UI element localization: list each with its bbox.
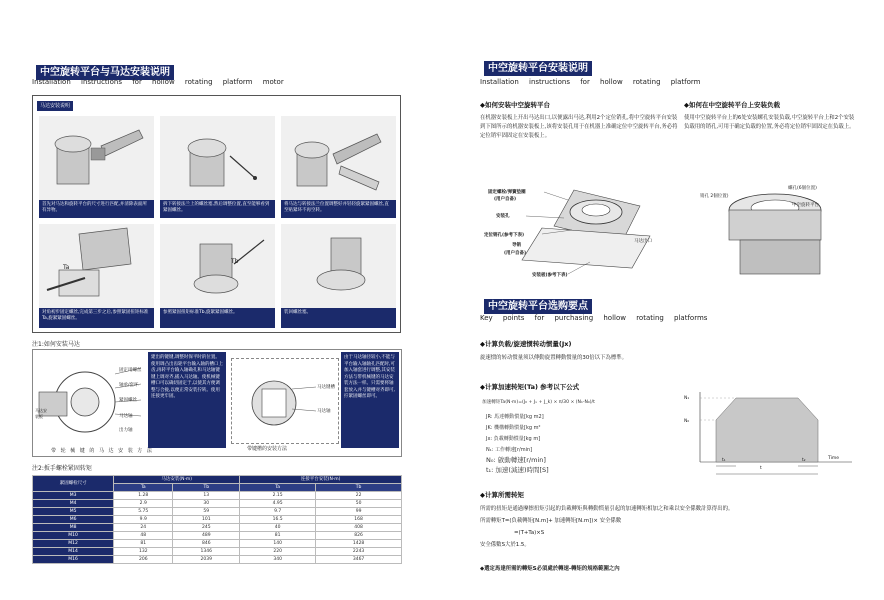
table-cell: 4.95 <box>240 500 316 508</box>
required-torque-formula: 所需轉矩T=(負載轉矩[N.m]+ 加速轉矩[N.m])× 安全係數 <box>480 518 622 524</box>
step-6-image <box>281 224 396 308</box>
table-cell: 1428 <box>316 540 402 548</box>
step-3-caption: 将马达与转接法兰位置调整好并轻轻旋紧紧固螺丝,直至贴紧环不再空转。 <box>281 200 396 218</box>
step-1-caption: 首先对马达和旋转平台的尺寸进行匹配,并清除表面所有异物。 <box>39 200 154 218</box>
note1-label-2: 紧固螺丝 <box>119 398 137 403</box>
table-cell: 22 <box>316 492 402 500</box>
diag1-label-7: 马达出口 <box>634 239 652 244</box>
table-sub-1a: Ta <box>114 484 173 492</box>
table-row <box>33 540 402 548</box>
table-cell: 30 <box>173 500 240 508</box>
table-cell: 140 <box>240 540 316 548</box>
accel-torque-heading: ◆计算加速转矩(Ta) 参考以下公式 <box>480 383 580 391</box>
step-5-image <box>160 224 275 308</box>
table-cell: 16.5 <box>240 516 316 524</box>
how-load-text: 使用中空旋转平台上的6处安装螺孔安装负载,中空旋转平台上和2个安装负载用的销孔,可用于确定负载的位置,务必将定位销牢固固定在负载上。 <box>684 115 855 130</box>
note1-blue-left: 建出的键键,调整时保平时的位置。使用调凸出齿轮平台输入轴的槽口上齿,再转平台输入轴确孔和马达轴键键上调对齐,插入马达轴。使机械键槽口可以确切固定于,以使其方便调整与合拢,以便正常安装拧转。使用连接更牢固。 <box>148 352 226 448</box>
platform-install-diagram <box>482 168 662 282</box>
step-5-caption: 参照紧固扭矩标准Tb,旋紧紧固螺丝。 <box>160 308 275 328</box>
table-row <box>33 516 402 524</box>
table-cell: M16 <box>33 556 114 564</box>
var-jx: Jx: 負載轉動慣量[kg m] <box>486 436 541 442</box>
section-tag: 马达安装说明 <box>37 101 73 111</box>
table-row <box>33 492 402 500</box>
table-cell: 168 <box>316 516 402 524</box>
table-cell: 245 <box>173 524 240 532</box>
note1-left-caption: 带 轮 械 键 的 马 达 安 装 方 法 <box>51 448 154 454</box>
note2-title: 注2:扳手螺栓紧固转矩 <box>32 465 92 472</box>
how-install-text: 在机器安装板上开出马达出口,以便露出马达,利用2个定位销孔,将中空旋转平台安装到下图所示的机器安装板上,该将安装孔用于在机器上准确定位中空旋转平台,务必将定位销牢固固定在安装板上。 <box>480 115 678 139</box>
note1-label-3: 马达轴 <box>119 414 133 419</box>
table-cell: 2243 <box>316 548 402 556</box>
graph-t: t <box>760 466 762 471</box>
safety-factor-text: 安全係數S大於1.5。 <box>480 542 530 548</box>
torque-table <box>32 475 402 564</box>
table-cell: 59 <box>173 508 240 516</box>
table-cell: M6 <box>33 516 114 524</box>
note1-right-label-0: 马达键槽 <box>317 385 335 390</box>
table-sub-1b: Tb <box>173 484 240 492</box>
table-cell: 1.28 <box>114 492 173 500</box>
graph-n0: N₀ <box>684 419 690 424</box>
diag1-label-5: (用户自备) <box>504 251 527 256</box>
diag1-label-3: 定位销孔(参考下表) <box>484 233 525 238</box>
var-t1: t₁: 加速(減速)時間[S] <box>486 466 549 474</box>
motor-selection-note: ◆選定馬達所需的轉矩S必須處於轉速-轉矩的規格範圍之內 <box>480 566 620 572</box>
table-cell: 5.75 <box>114 508 173 516</box>
table-cell: 2.9 <box>114 500 173 508</box>
table-cell: 99 <box>316 508 402 516</box>
table-row <box>33 548 402 556</box>
label-ta: Ta <box>63 264 70 271</box>
step-4-image <box>39 224 154 308</box>
table-cell: 81 <box>114 540 173 548</box>
graph-t2: t₂ <box>802 458 806 463</box>
step-4-caption: 对角初步固定螺丝,完成第三步之后,参照紧固扭矩标准Ta,旋紧紧固螺丝。 <box>39 308 154 328</box>
table-row <box>33 556 402 564</box>
var-n0: N₀: 啟動轉速[r/min] <box>486 456 546 464</box>
table-cell: 9.7 <box>240 508 316 516</box>
table-cell: M10 <box>33 532 114 540</box>
var-jk: JK: 機構轉動慣量[kg m² <box>486 425 541 431</box>
note1-right-label-1: 马达轴 <box>317 409 331 414</box>
table-corner: 紧固螺栓尺寸 <box>33 476 114 492</box>
right-page-subtitle: Installation instructions for hollow rotating platform <box>480 78 701 86</box>
table-cell: 132 <box>114 548 173 556</box>
note1-blue-right: 由于马达轴径较小,不能与平台输入轴轴孔匹配时,可加入轴套进行调整,其安装方法与带机械键的马达安装方法一样。只需要将轴套放入并与键槽对齐即可,拧紧固螺丝即可。 <box>341 352 399 448</box>
left-page-subtitle: Installation instructions for hollow rotating platform motor <box>32 78 284 86</box>
table-cell: 846 <box>173 540 240 548</box>
table-cell: 40 <box>240 524 316 532</box>
diag2-label-1: 销孔 2個位置) <box>700 194 729 199</box>
table-sub-2a: Ta <box>240 484 316 492</box>
key-points-title: 中空旋转平台选购要点 <box>484 299 592 314</box>
diag2-label-2: 中空旋转平台 <box>792 203 819 208</box>
table-group-1: 马达安装(N·m) <box>114 476 240 484</box>
required-torque-heading: ◆计算所需转矩 <box>480 491 524 499</box>
graph-n1: N₁ <box>684 396 690 401</box>
var-jr: JR: 馬達轉動慣量[kg m2] <box>486 414 544 420</box>
table-cell: 2039 <box>173 556 240 564</box>
inertia-text: 旋速惯的转动惯量须以傳動旋置轉動惯量的30倍以下為標準。 <box>480 355 628 361</box>
diag1-label-6: 安装板(参考下表) <box>532 273 568 278</box>
diag1-label-2: 安装孔 <box>496 214 510 219</box>
table-row <box>33 500 402 508</box>
diag2-label-0: 螺孔(6個位置) <box>788 186 817 191</box>
table-cell: M3 <box>33 492 114 500</box>
note1-label-1: 轴承/套环 <box>119 383 139 388</box>
motor-install-panel <box>32 95 401 333</box>
table-cell: M12 <box>33 540 114 548</box>
required-torque-text: 所需的扭矩是通過摩擦扭矩引起的負載轉矩與轉動慣量引起的加速轉矩相加之和乘以安全係數計算得出的。 <box>480 506 734 512</box>
table-cell: 9.9 <box>114 516 173 524</box>
left-page-title: 中空旋转平台与马达安装说明 <box>36 65 174 80</box>
table-cell: 24 <box>114 524 173 532</box>
table-cell: 826 <box>316 532 402 540</box>
table-cell: 101 <box>173 516 240 524</box>
table-sub-2b: Tb <box>316 484 402 492</box>
table-row <box>33 524 402 532</box>
table-cell: 50 <box>316 500 402 508</box>
table-cell: 2.15 <box>240 492 316 500</box>
table-cell: 81 <box>240 532 316 540</box>
how-install-heading: ◆如何安装中空旋转平台 <box>480 101 550 109</box>
step-2-caption: 拆下转接法兰上的螺丝塞,然后调整位置,直至能够看到紧固螺丝。 <box>160 200 275 218</box>
table-cell: M14 <box>33 548 114 556</box>
table-cell: M8 <box>33 524 114 532</box>
note1-label-4: 出力轴 <box>119 428 133 433</box>
table-cell: M5 <box>33 508 114 516</box>
accel-formula: 加速轉矩Ta(N·m)=(J₀ + Jₓ + J_k) × π/30 × (N₁-N₀)/t <box>482 400 595 405</box>
step-6-caption: 装回螺丝塞。 <box>281 308 396 328</box>
table-cell: 206 <box>114 556 173 564</box>
speed-profile-graph <box>680 386 858 478</box>
step-2-image <box>160 116 275 208</box>
step-3-image <box>281 116 396 208</box>
how-load-heading: ◆如何在中空旋转平台上安装负载 <box>684 101 780 109</box>
table-row <box>33 508 402 516</box>
diag1-label-4: 导销 <box>512 243 521 248</box>
step-1-image <box>39 116 154 208</box>
keyway-install-diagram <box>231 358 339 444</box>
table-cell: 408 <box>316 524 402 532</box>
var-n1: N₁: 工作轉速[r/min] <box>486 447 533 453</box>
table-cell: 220 <box>240 548 316 556</box>
label-tb: Tb <box>231 258 239 265</box>
table-group-2: 连接平台安装(N·m) <box>240 476 402 484</box>
table-row <box>33 532 402 540</box>
key-points-subtitle: Key points for purchasing hollow rotating platforms <box>480 314 708 322</box>
note1-label-5: 马达安装板 <box>35 408 47 419</box>
right-page-title: 中空旋转平台安装说明 <box>484 61 592 76</box>
graph-time: Time <box>828 456 840 461</box>
table-cell: 340 <box>240 556 316 564</box>
table-cell: 48 <box>114 532 173 540</box>
note1-title: 注1:如何安装马达 <box>32 341 80 348</box>
graph-t1: t₁ <box>722 458 726 463</box>
note1-right-caption: 带键槽的安装方法 <box>247 446 288 452</box>
table-cell: 3467 <box>316 556 402 564</box>
table-cell: 13 <box>173 492 240 500</box>
required-torque-formula-short: =(T+Ta)×S <box>514 530 545 536</box>
diag1-label-0: 固定螺栓/弹簧垫圈 <box>488 190 526 195</box>
diag1-label-1: (用户自备) <box>494 197 517 202</box>
table-cell: 1346 <box>173 548 240 556</box>
note1-panel <box>32 349 402 457</box>
table-cell: 489 <box>173 532 240 540</box>
note1-label-0: 固定用螺丝 <box>119 368 142 373</box>
table-cell: M4 <box>33 500 114 508</box>
inertia-heading: ◆计算负载/旋速惯转动惯量(Jx) <box>480 340 572 348</box>
